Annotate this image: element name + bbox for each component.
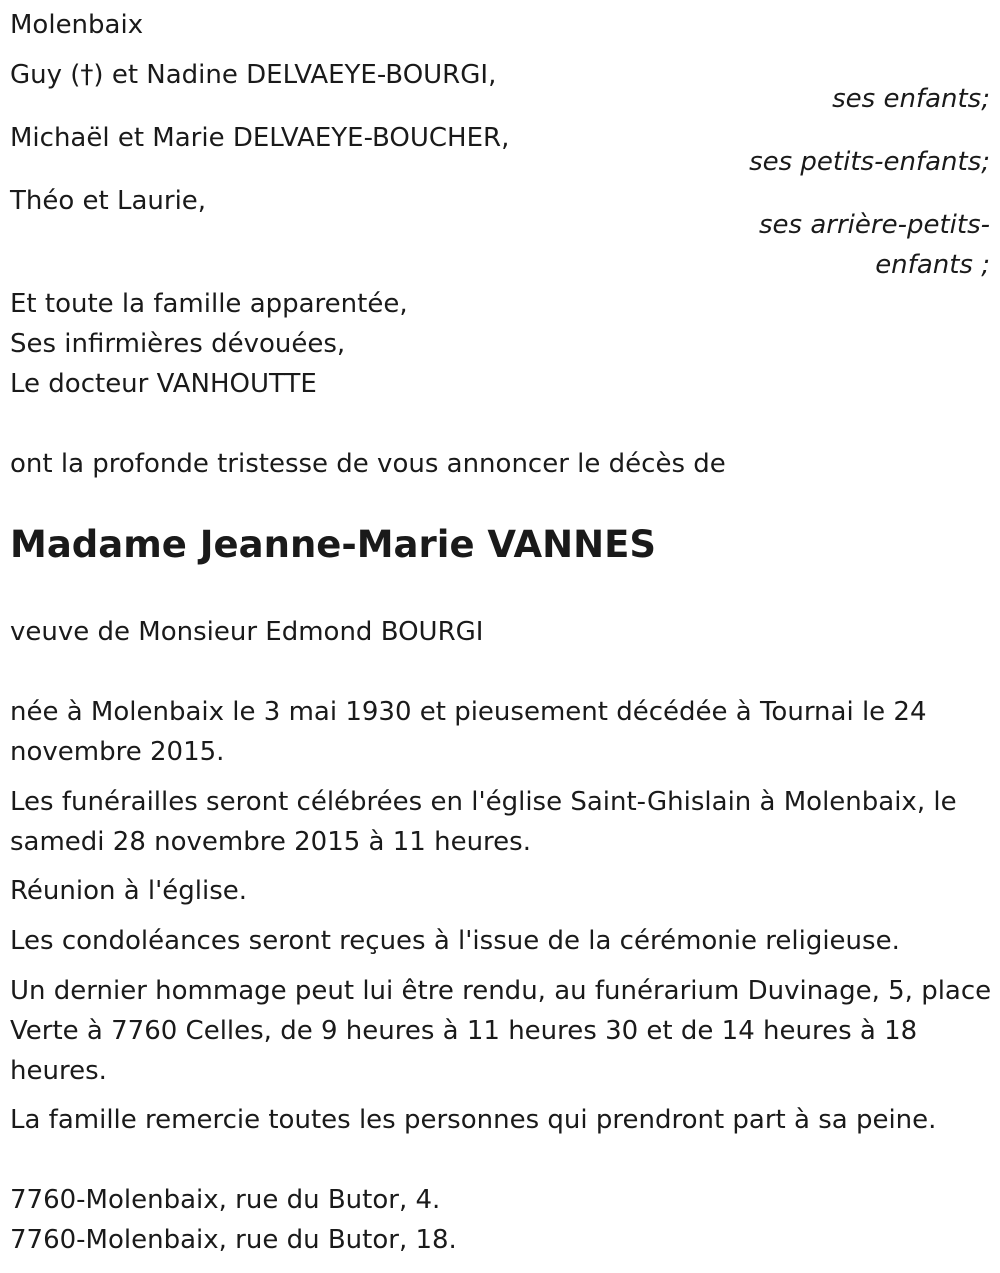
children-role: ses enfants; — [832, 84, 990, 114]
grandchildren-names: Michaël et Marie DELVAEYE-BOUCHER, — [10, 123, 510, 153]
great-grandchildren-role-line2: enfants ; — [875, 250, 990, 280]
homage-paragraph: Un dernier hommage peut lui être rendu, au funérarium Duvinage, 5, place Verte à 7760 Celles, de 9 heures à 11 heures 30 et de 14 heures à 18 heures. — [10, 976, 992, 1086]
widow-of-line: veuve de Monsieur Edmond BOURGI — [10, 617, 484, 647]
town-heading: Molenbaix — [10, 10, 144, 40]
address-line: 7760-Molenbaix, rue du Butor, 18. — [10, 1225, 457, 1255]
birth-death-paragraph: née à Molenbaix le 3 mai 1930 et pieusement décédée à Tournai le 24 novembre 2015. — [10, 697, 927, 767]
meeting-paragraph: Réunion à l'église. — [10, 876, 248, 906]
thanks-paragraph: La famille remercie toutes les personnes qui prendront part à sa peine. — [10, 1105, 937, 1135]
funeral-paragraph: Les funérailles seront célébrées en l'église Saint-Ghislain à Molenbaix, le samedi 28 novembre 2015 à 11 heures. — [10, 787, 957, 857]
deceased-name: Madame Jeanne-Marie VANNES — [10, 523, 657, 566]
condolences-paragraph: Les condoléances seront reçues à l'issue de la cérémonie religieuse. — [10, 926, 900, 956]
great-grandchildren-names: Théo et Laurie, — [10, 186, 207, 216]
grandchildren-role: ses petits-enfants; — [749, 147, 990, 177]
great-grandchildren-role-line1: ses arrière-petits- — [759, 210, 990, 240]
announcement-line: ont la profonde tristesse de vous annoncer le décès de — [10, 449, 726, 479]
doctor-line: Le docteur VANHOUTTE — [10, 369, 317, 399]
address-line: 7760-Molenbaix, rue du Butor, 4. — [10, 1185, 441, 1215]
other-family-line: Et toute la famille apparentée, — [10, 289, 408, 319]
nurses-line: Ses infirmières dévouées, — [10, 329, 346, 359]
children-names: Guy (†) et Nadine DELVAEYE-BOURGI, — [10, 60, 497, 90]
